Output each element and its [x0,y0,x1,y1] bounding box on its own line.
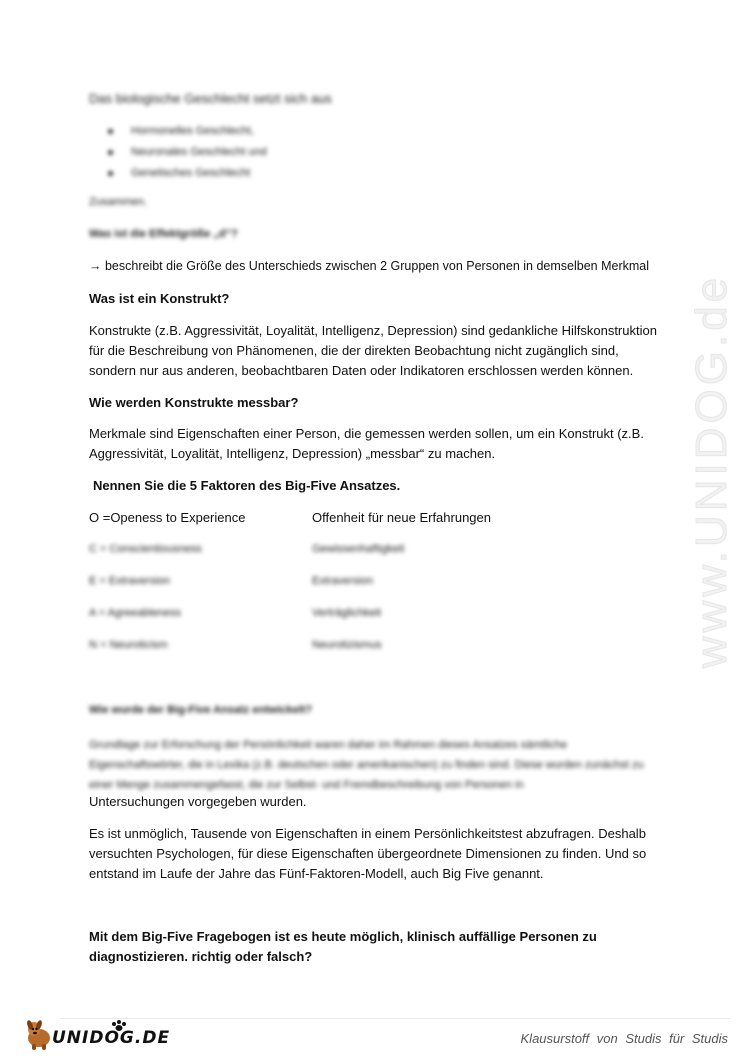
list-item-text: Neuronales Geschlecht und [131,146,267,158]
list-item [108,163,267,184]
answer-entwickelt-end: Untersuchungen vorgegeben wurden. [89,794,307,809]
answer-entwickelt-blurred: Grundlage zur Erforschung der Persönlichkeit waren daher im Rahmen dieses Ansatzes sämtliche Eigenschaftswörter, die in Lexika (z.B. deutschen oder amerikanischen) zu finden sind. Diese wurden zunächst zu einer Menge zusammengefasst, die zur Selbst- und Fremdbeschreibung von Personen in [89,739,644,791]
list-item-text: Hormonelles Geschlecht, [131,125,254,137]
footer-slogan: Klausurstoff von Studis für Studis [520,1031,728,1046]
bigfive-english: N = Neuroticism [89,639,168,651]
bigfive-row [89,639,649,659]
bigfive-english: C = Conscientiousness [89,543,202,555]
list-item-text: Genetisches Geschlecht [131,167,251,179]
bigfive-german: Neurotizismus [312,639,382,651]
question-effektgroesse: Was ist die Effektgröße „d“? [89,228,238,240]
bigfive-row [89,607,649,627]
question-entwickelt: Wie wurde der Big-Five Ansatz entwickelt? [89,704,313,716]
answer-messbar: Merkmale sind Eigenschaften einer Person, die gemessen werden sollen, um ein Konstrukt (z.B. Aggressivität, Loyalität, Intelligenz, Depression) „messbar“ zu machen. [89,426,644,461]
answer-konstrukt: Konstrukte (z.B. Aggressivität, Loyalität, Intelligenz, Depression) sind gedankliche Hilfskonstruktion für die Beschreibung von Phänomenen, die der direkten Beobachtung nicht zugänglich sind, sondern nur aus anderen, beobachtbaren Daten oder Indikatoren erschlossen werden können. [89,323,657,378]
answer-unmoeglich: Es ist unmöglich, Tausende von Eigenschaften in einem Persönlichkeitstest abzufragen. Deshalb versuchten Psychologen, für diese Eigenschaften übergeordnete Dimensionen zu finden. Und so entstand im Laufe der Jahre das Fünf-Faktoren-Modell, auch Big Five genannt. [89,826,647,881]
bigfive-german: Gewissenhaftigkeit [312,543,405,555]
bullet-icon [108,150,113,155]
answer-effektgroesse: → beschreibt die Größe des Unterschieds zwischen 2 Gruppen von Personen in demselben Merkmal [89,259,649,273]
intro-text: Das biologische Geschlecht setzt sich aus [89,91,332,106]
list-item [108,142,267,163]
bigfive-english: O =Openess to Experience [89,510,246,525]
question-konstrukt: Was ist ein Konstrukt? [89,291,230,306]
question-fragebogen: Mit dem Big-Five Fragebogen ist es heute möglich, klinisch auffällige Personen zu diagnostizieren. richtig oder falsch? [89,929,597,964]
bigfive-row [89,543,649,563]
zusammen-text: Zusammen. [89,196,148,208]
question-messbar: Wie werden Konstrukte messbar? [89,395,299,410]
bigfive-german: Extraversion [312,575,374,587]
bullet-list [108,121,267,184]
bigfive-german: Verträglichkeit [312,607,382,619]
logo-text: UNIDOG.DE [52,1028,171,1048]
question-bigfive: Nennen Sie die 5 Faktoren des Big-Five Ansatzes. [93,478,401,493]
bullet-icon [108,129,113,134]
bullet-icon [108,171,113,176]
bigfive-english: A = Agreeableness [89,607,182,619]
list-item [108,121,267,142]
bigfive-german: Offenheit für neue Erfahrungen [312,510,491,525]
bigfive-english: E = Extraversion [89,575,171,587]
bigfive-row [89,575,649,595]
watermark-text: www.UNIDOG.de [687,273,736,669]
bigfive-row [89,510,649,530]
